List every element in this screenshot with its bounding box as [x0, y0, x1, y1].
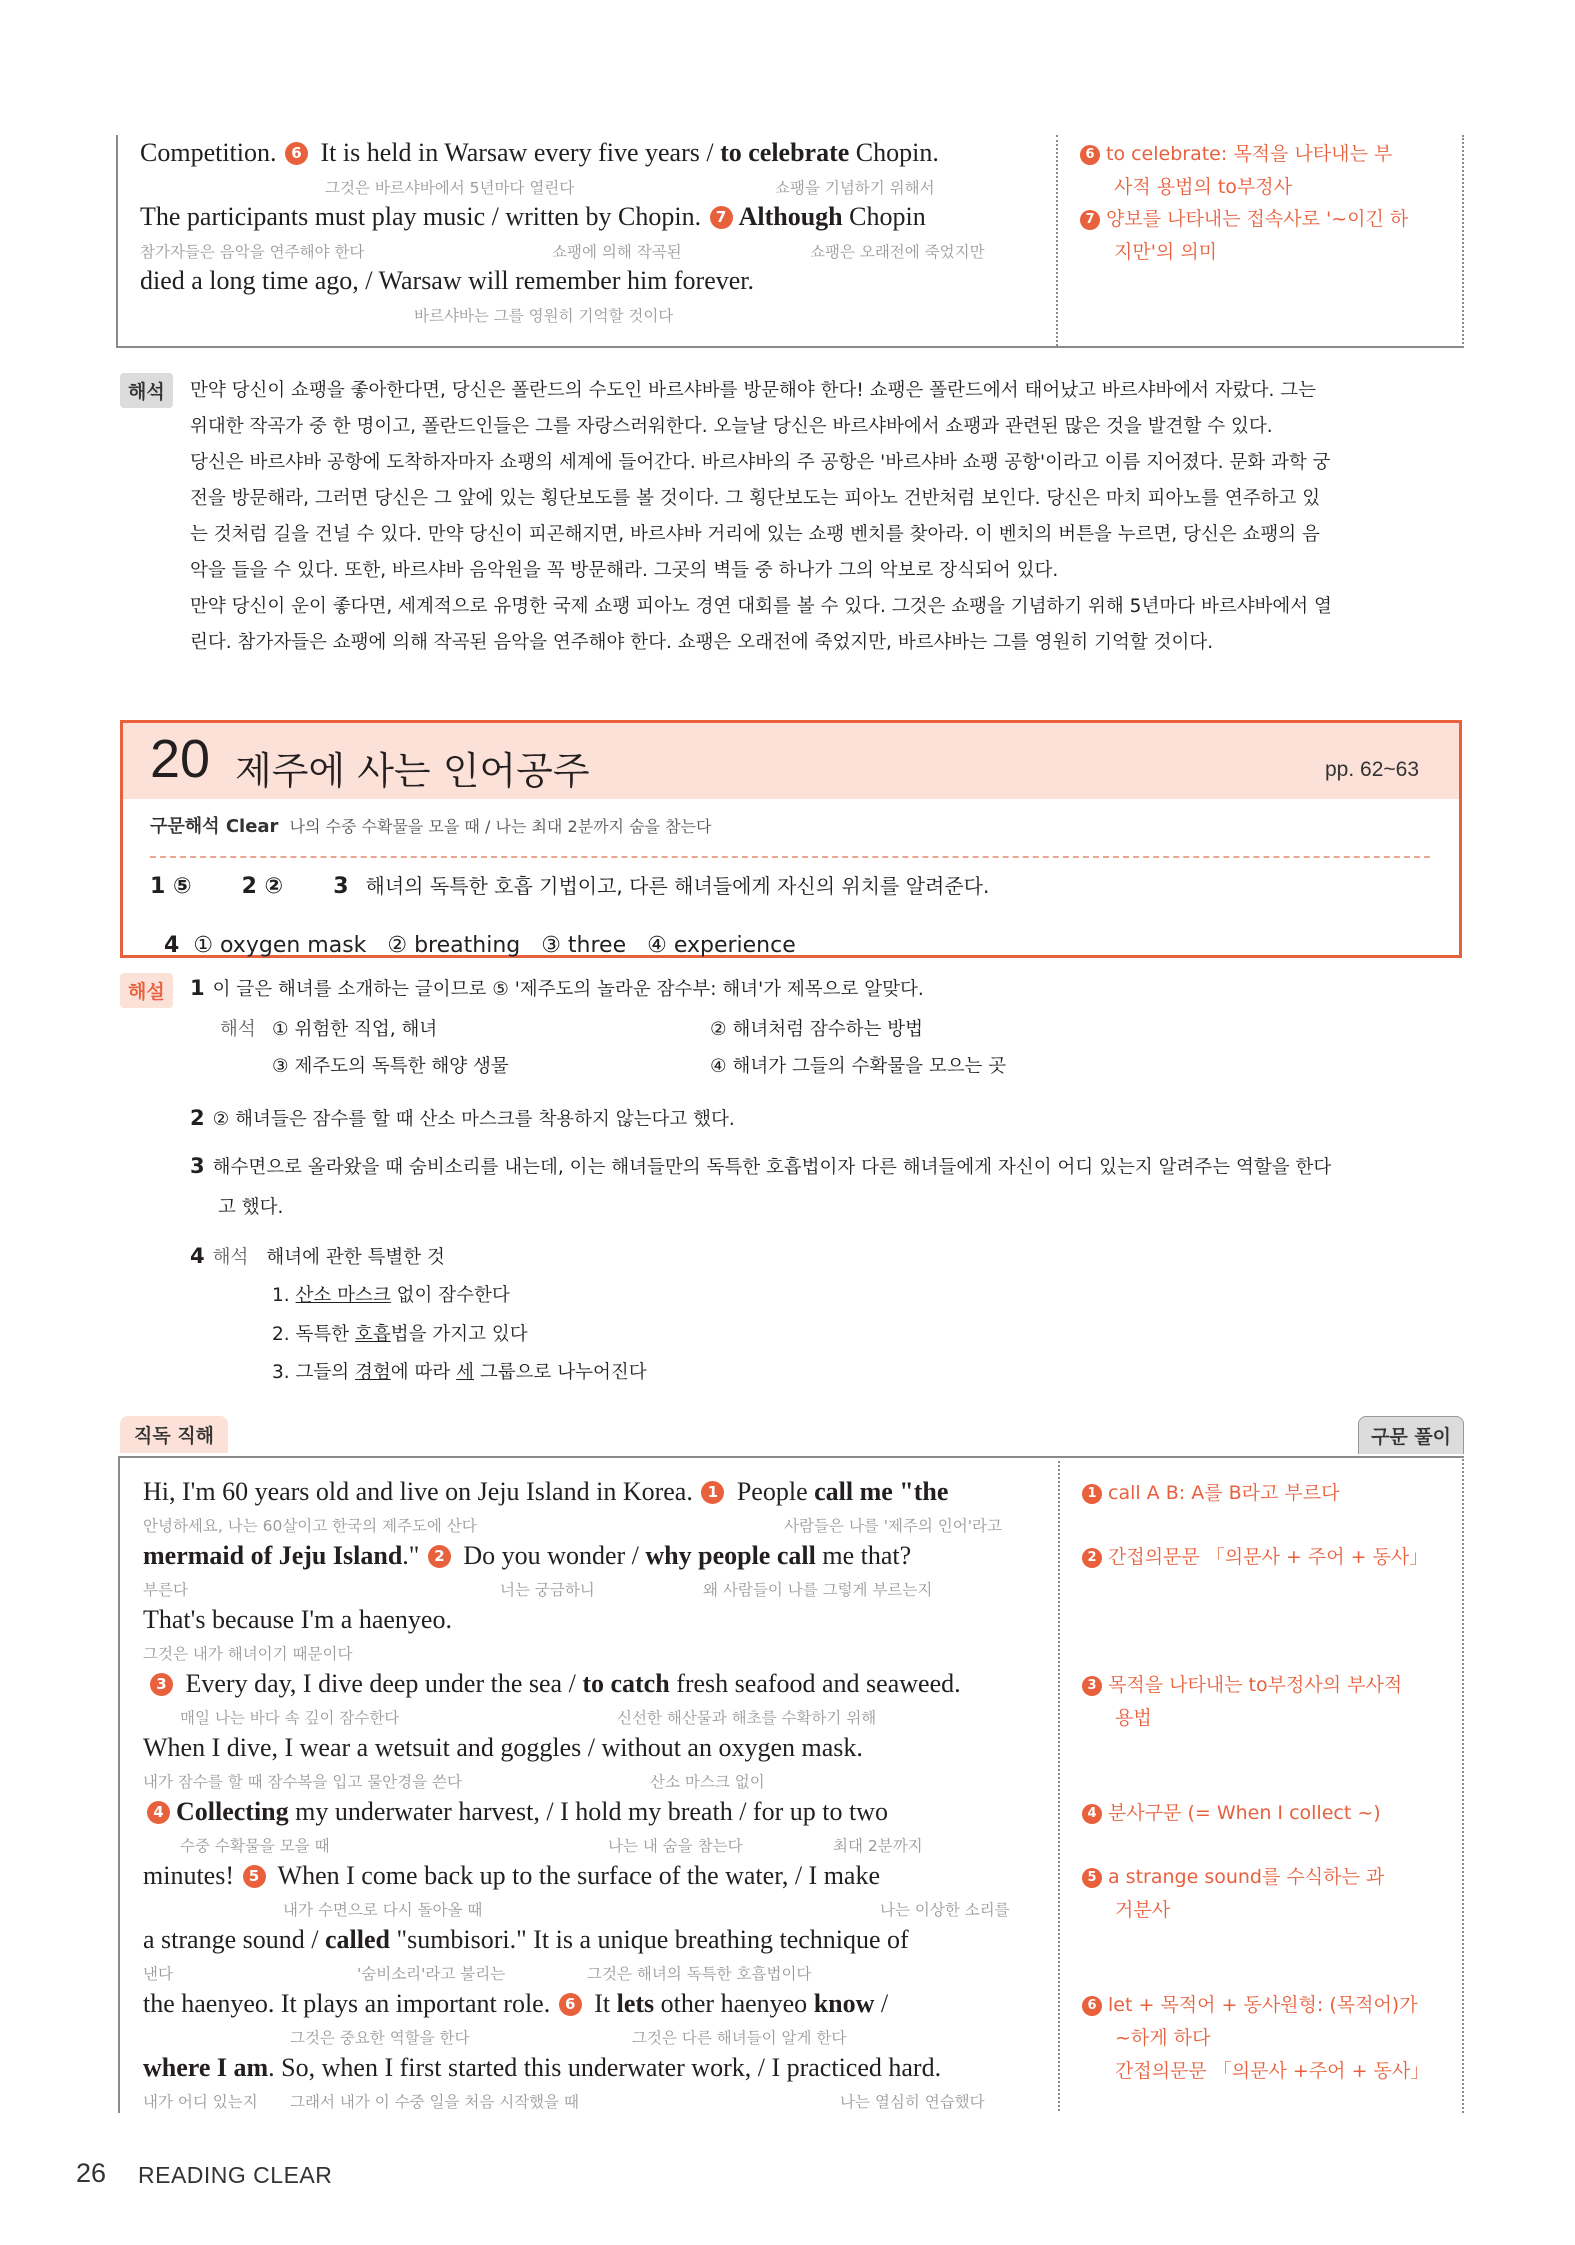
explanation-q3: 3 해수면으로 올라왔을 때 숨비소리를 내는데, 이는 해녀들만의 독특한 호흡법이자 다른 해녀들에게 자신이 어디 있는지 알려주는 역할을 한다 — [190, 1154, 1332, 1178]
gloss: 그것은 바르샤바에서 5년마다 열린다 — [325, 179, 575, 197]
q1-label: 해석 — [220, 1019, 256, 1040]
gloss: 매일 나는 바다 속 깊이 잠수한다 — [180, 1709, 400, 1727]
gloss: 너는 궁금하니 — [500, 1581, 595, 1599]
reading-divider — [1058, 1456, 1060, 2111]
marker-2: 2 — [428, 1545, 451, 1568]
explanation-q2: 2 ② 해녀들은 잠수를 할 때 산소 마스크를 착용하지 않는다고 했다. — [190, 1106, 735, 1130]
q4-item-2: 2. 독특한 호흡법을 가지고 있다 — [272, 1324, 528, 1345]
gloss: 나는 열심히 연습했다 — [840, 2093, 985, 2111]
gloss: 그것은 해녀의 독특한 호흡법이다 — [587, 1965, 812, 1983]
gloss: 내가 어디 있는지 — [143, 2093, 258, 2111]
reading-note-5: 5 a strange sound를 수식하는 과 거분사 — [1082, 1861, 1384, 1927]
reading-line-6: 4 Collecting my underwater harvest, / I hold my breath / for up to two — [145, 1797, 888, 1827]
reading-line-8: a strange sound / called "sumbisori." It is a unique breathing technique of — [143, 1925, 909, 1954]
q4-item-1: 1. 산소 마스크 없이 잠수한다 — [272, 1285, 510, 1306]
explanation-q4: 4 해석 해녀에 관한 특별한 것 — [190, 1244, 445, 1268]
note-7: 7 양보를 나타내는 접속사로 '~이긴 하 지만'의 의미 — [1080, 203, 1408, 269]
gloss: 쇼팽에 의해 작곡된 — [552, 243, 682, 261]
book-title: READING CLEAR — [138, 2162, 333, 2188]
q1-option-3: ③ 제주도의 독특한 해양 생물 — [272, 1056, 509, 1077]
reading-line-9: the haenyeo. It plays an important role. 6 It lets other haenyeo know / — [143, 1989, 889, 2018]
answers-row-1: 1 ⑤ 2 ② 3 해녀의 독특한 호흡 기법이고, 다른 해녀들에게 자신의 위치를 알려준다. — [150, 874, 990, 899]
reading-note-2: 2 간접의문문 「의문사 + 주어 + 동사」 — [1082, 1541, 1428, 1574]
marker-6: 6 — [285, 142, 308, 165]
passage-line-1: Competition. 6 It is held in Warsaw every five years / to celebrate Chopin. — [140, 138, 939, 167]
reading-line-1: Hi, I'm 60 years old and live on Jeju Island in Korea. 1 People call me "the — [143, 1477, 949, 1506]
reading-note-3: 3 목적을 나타내는 to부정사의 부사적 용법 — [1082, 1669, 1402, 1735]
syntax-clear — [150, 812, 711, 838]
answers-row-2: 4 ① oxygen mask ② breathing ③ three ④ experience — [164, 933, 796, 958]
top-passage-divider — [1056, 135, 1058, 346]
q1-option-1: ① 위험한 직업, 해녀 — [272, 1019, 438, 1040]
gloss: 그것은 다른 해녀들이 알게 한다 — [632, 2029, 847, 2047]
gloss: 산소 마스크 없이 — [650, 1773, 765, 1791]
explanation-q3-cont: 고 했다. — [218, 1197, 284, 1218]
translation-text: 만약 당신이 쇼팽을 좋아한다면, 당신은 폴란드의 수도인 바르샤바를 방문해야 한다! 쇼팽은 폴란드에서 태어났고 바르샤바에서 자랐다. 그는 위대한 작곡가 중 한 명이고, 폴란드인들은 그를 자랑스러워한다. 오늘날 당신은 바르샤바에서 쇼팽과 관련된 많은 것을 발견할 수 있다. 당신은 바르샤바 공항에 도착하자마자 쇼팽의 세계에 들어간다. 바르샤바의 주 공항은 '바르샤바 쇼팽 공항'이라고 이름 지어졌다. 문화 과학 궁 전을 방문해라, 그러면 당신은 그 앞에 있는 횡단보도를 볼 것이다. 그 횡단보도는 피아노 건반처럼 보인다. 당신은 마치 피아노를 연주하고 있 는 것처럼 길을 건널 수 있다. 만약 당신이 피곤해지면, 바르샤바 거리에 있는 쇼팽 벤치를 찾아라. 이 벤치의 버튼을 누르면, 당신은 쇼팽의 음 악을 들을 수 있다. 또한, 바르샤바 음악원을 꼭 방문해라. 그곳의 벽들 중 하나가 그의 악보로 장식되어 있다. 만약 당신이 운이 좋다면, 세계적으로 유명한 국제 쇼팽 피아노 경연 대회를 볼 수 있다. 그것은 쇼팽을 기념하기 위해 5년마다 바르샤바에서 열 린다. 참가자들은 쇼팽에 의해 작곡된 음악을 연주해야 한다. 쇼팽은 오래전에 죽었지만, 바르샤바는 그를 영원히 기억할 것이다. — [190, 380, 1332, 653]
reading-note-4: 4 분사구문 (= When I collect ~) — [1082, 1797, 1381, 1830]
passage-line-2: The participants must play music / written by Chopin. 7 Although Chopin — [140, 202, 926, 231]
q1-option-4: ④ 해녀가 그들의 수확물을 모으는 곳 — [710, 1056, 1007, 1077]
reading-line-5: When I dive, I wear a wetsuit and goggles / without an oxygen mask. — [143, 1733, 863, 1762]
syntax-label: 구문해석 Clear — [150, 816, 279, 837]
gloss: 쇼팽을 기념하기 위해서 — [775, 179, 935, 197]
note-6: 6 to celebrate: 목적을 나타내는 부 사적 용법의 to부정사 — [1080, 138, 1392, 204]
gloss: 그래서 내가 이 수중 일을 처음 시작했을 때 — [290, 2093, 580, 2111]
passage-line-3: died a long time ago, / Warsaw will remember him forever. — [140, 266, 755, 295]
translation-tag: 해석 — [120, 373, 173, 408]
reading-note-1: 1 call A B: A를 B라고 부르다 — [1082, 1477, 1339, 1510]
marker-7: 7 — [710, 206, 733, 229]
gloss: 최대 2분까지 — [833, 1837, 923, 1855]
gloss: 그것은 중요한 역할을 한다 — [290, 2029, 470, 2047]
marker-4: 4 — [147, 1801, 170, 1824]
lesson-number: 20 — [150, 729, 211, 789]
page-number: 26 — [76, 2158, 107, 2188]
gloss: 나는 내 숨을 참는다 — [608, 1837, 743, 1855]
marker-6b: 6 — [559, 1993, 582, 2016]
q4-item-3: 3. 그들의 경험에 따라 세 그룹으로 나누어진다 — [272, 1362, 647, 1383]
gloss: 수중 수확물을 모을 때 — [180, 1837, 330, 1855]
explanation-q1: 1 이 글은 해녀를 소개하는 글이므로 ⑤ '제주도의 놀라운 잠수부: 해녀'가 제목으로 알맞다. — [190, 976, 924, 1000]
reading-line-3: That's because I'm a haenyeo. — [143, 1605, 452, 1634]
reading-note-6: 6 let + 목적어 + 동사원형: (목적어)가 ~하게 하다 간접의문문 「의문사 +주어 + 동사」 — [1082, 1989, 1429, 2088]
gloss: 내가 잠수를 할 때 잠수복을 입고 물안경을 쓴다 — [143, 1773, 462, 1791]
gloss: 바르샤바는 그를 영원히 기억할 것이다 — [414, 307, 674, 325]
syntax-text: 나의 수중 수확물을 모을 때 / 나는 최대 2분까지 숨을 참는다 — [289, 817, 712, 836]
reading-tag-right: 구문 풀이 — [1358, 1416, 1464, 1454]
marker-3: 3 — [150, 1673, 173, 1696]
lesson-pages: pp. 62~63 — [1325, 758, 1420, 781]
reading-tag-left: 직독 직해 — [120, 1416, 228, 1453]
gloss: 안녕하세요, 나는 60살이고 한국의 제주도에 산다 — [143, 1517, 477, 1535]
reading-line-10: where I am. So, when I first started this underwater work, / I practiced hard. — [143, 2053, 942, 2082]
marker-1: 1 — [701, 1481, 724, 1504]
reading-line-4: 3 Every day, I dive deep under the sea / to catch fresh seafood and seaweed. — [148, 1669, 961, 1699]
answer-divider — [150, 856, 1430, 858]
gloss: 왜 사람들이 나를 그렇게 부르는지 — [703, 1581, 933, 1599]
gloss: 사람들은 나를 '제주의 인어'라고 — [784, 1517, 1002, 1535]
gloss: 참가자들은 음악을 연주해야 한다 — [140, 243, 365, 261]
marker-5: 5 — [243, 1865, 266, 1888]
q1-option-2: ② 해녀처럼 잠수하는 방법 — [710, 1019, 923, 1040]
gloss: '숨비소리'라고 불리는 — [357, 1965, 506, 1983]
reading-line-2: mermaid of Jeju Island." 2 Do you wonder / why people call me that? — [143, 1541, 912, 1570]
gloss: 부른다 — [143, 1581, 188, 1599]
gloss: 그것은 내가 해녀이기 때문이다 — [143, 1645, 353, 1663]
gloss: 신선한 해산물과 해초를 수확하기 위해 — [617, 1709, 877, 1727]
gloss: 쇼팽은 오래전에 죽었지만 — [810, 243, 985, 261]
reading-line-7: minutes! 5 When I come back up to the surface of the water, / I make — [143, 1861, 880, 1890]
lesson-title: 제주에 사는 인어공주 — [235, 749, 590, 793]
gloss: 내가 수면으로 다시 돌아올 때 — [283, 1901, 483, 1919]
explanation-tag: 해설 — [120, 973, 173, 1008]
gloss: 낸다 — [143, 1965, 173, 1983]
gloss: 나는 이상한 소리를 — [880, 1901, 1010, 1919]
